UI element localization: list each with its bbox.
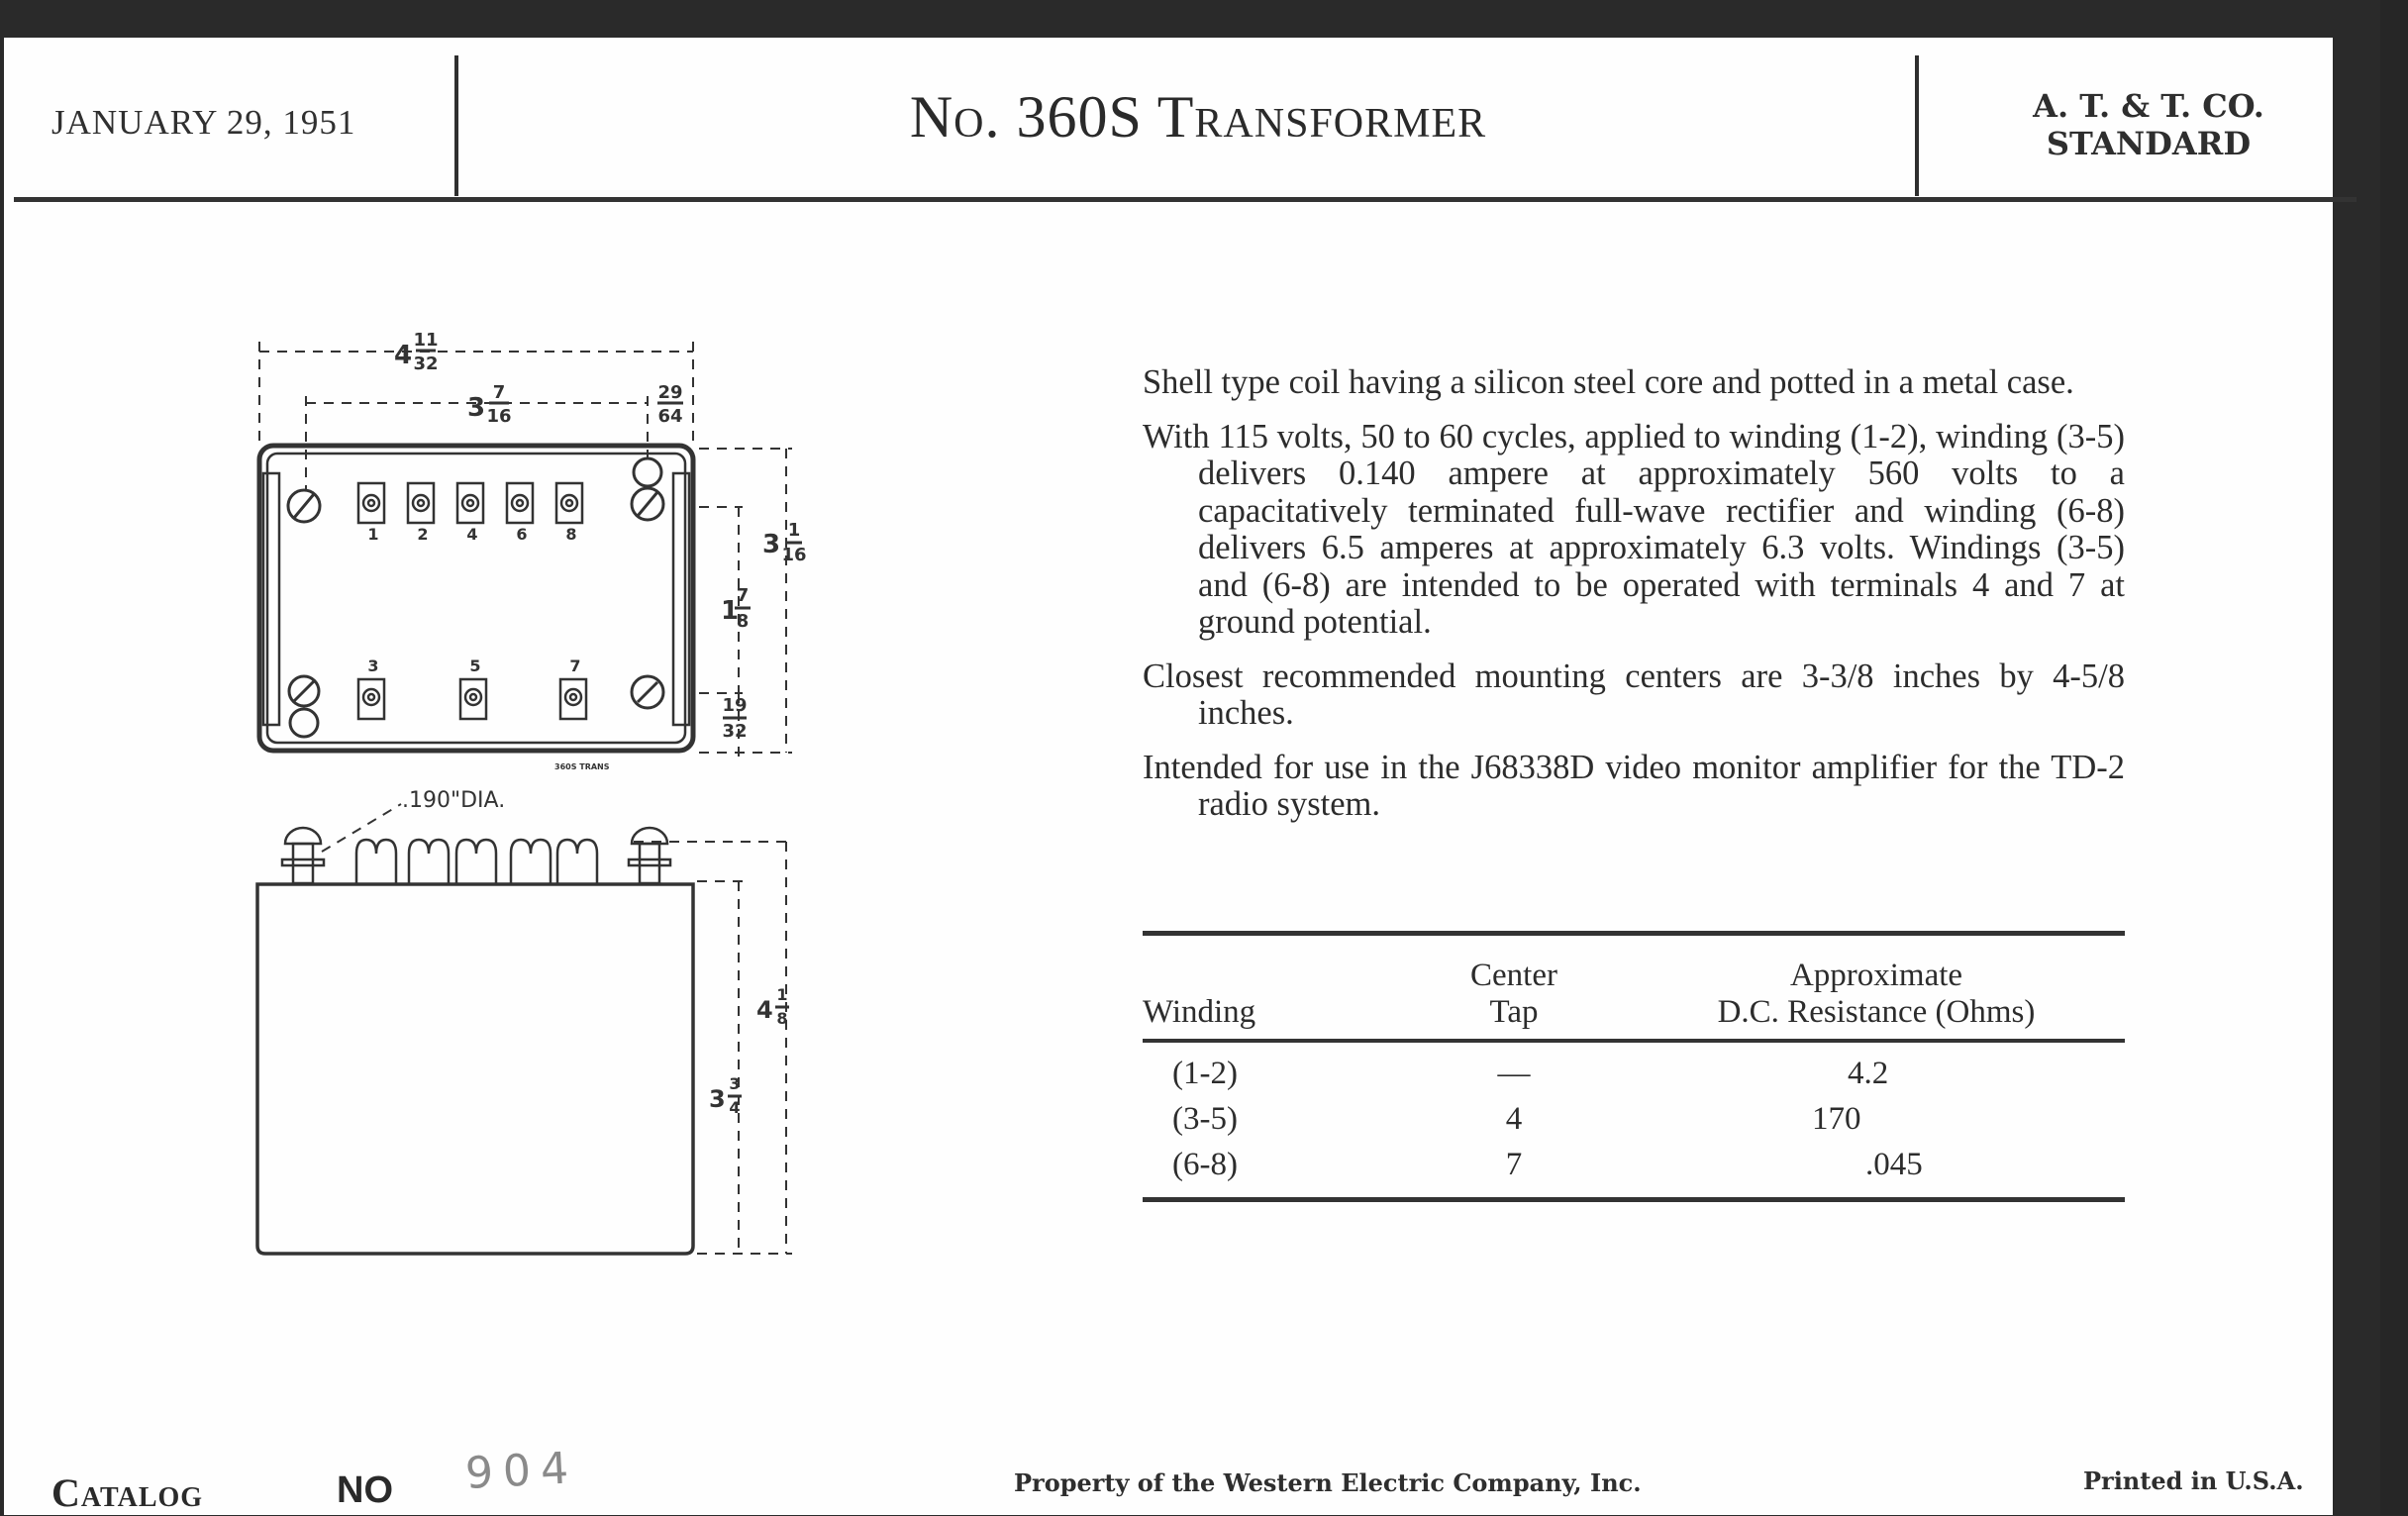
dim-case-height-num: 3 [729, 1074, 741, 1093]
terminal-label: 1 [367, 525, 379, 544]
catalog-no-label: NO [337, 1469, 393, 1511]
cell-resistance-value: .045 [1865, 1146, 1923, 1182]
cell-winding: (6-8) [1172, 1146, 1238, 1182]
dim-depth-num: 1 [787, 520, 801, 541]
dim-mount-width-num: 7 [492, 382, 506, 403]
dim-case-height-den: 4 [729, 1098, 741, 1117]
dim-mount-width-whole: 3 [467, 393, 486, 423]
header-center-tap-line1: Center [1470, 958, 1557, 993]
description-paragraph: Shell type coil having a silicon steel core and potted in a metal case. [1143, 363, 2074, 401]
table-body [1143, 1043, 2125, 1197]
dim-total-height-whole: 4 [756, 996, 773, 1024]
dim-mount-width-den: 16 [486, 406, 512, 427]
page-title: No. 360S Transformer [909, 84, 1487, 150]
document-date: JANUARY 29, 1951 [51, 103, 356, 142]
terminal-label: 4 [466, 525, 478, 544]
terminal-label: 5 [469, 657, 481, 675]
cell-resistance-value: 170 [1812, 1100, 1861, 1137]
header-center-tap [1400, 958, 1628, 1031]
standard-label [1951, 87, 2347, 162]
drawing-stamp: 360S TRANS [554, 762, 610, 771]
header-divider-right [1915, 55, 1919, 196]
cell-winding: (1-2) [1172, 1055, 1238, 1091]
cell-resistance-value: 4.2 [1848, 1055, 1889, 1091]
dim-case-height-whole: 3 [709, 1085, 726, 1113]
header-resistance [1628, 958, 2125, 1031]
catalog-label: Catalog [51, 1470, 204, 1515]
cell-center-tap: — [1497, 1055, 1531, 1091]
description-paragraph: Closest recommended mounting centers are 3-3/8 inches by 4-5/8 inches. [1143, 657, 2125, 732]
cell-center-tap: 7 [1505, 1146, 1523, 1182]
dim-total-height-num: 1 [776, 985, 788, 1004]
header-center-tap-line2: Tap [1489, 994, 1539, 1030]
table-row [1143, 1051, 2125, 1096]
dim-total-height-den: 8 [776, 1009, 788, 1028]
printed-notice: Printed in U.S.A. [2083, 1466, 2304, 1495]
stud-diameter-note: .190"DIA. [402, 788, 506, 813]
cell-resistance [1628, 1056, 2125, 1092]
table-header [1143, 936, 2125, 1039]
table-row [1143, 1096, 2125, 1142]
description-paragraph: Intended for use in the J68338D video monitor amplifier for the TD-2 radio system. [1143, 748, 2125, 823]
terminal-label: 2 [417, 525, 429, 544]
header-resistance-line2: D.C. Resistance (Ohms) [1717, 994, 2036, 1030]
scan-border [2380, 0, 2408, 1515]
dim-terminal-spacing-num: 7 [736, 585, 750, 606]
cell-winding: (3-5) [1172, 1100, 1238, 1137]
dim-overall-width-den: 32 [413, 354, 439, 374]
header-rule [14, 197, 2357, 202]
dim-terminal-spacing-den: 8 [736, 611, 750, 632]
cell-center-tap: 4 [1505, 1100, 1523, 1137]
dim-overall-width-num: 11 [413, 330, 439, 351]
cell-resistance [1628, 1147, 2125, 1183]
standard-line-2: STANDARD [2046, 125, 2252, 162]
winding-table [1143, 931, 2125, 1202]
property-notice: Property of the Western Electric Company, Inc. [1014, 1468, 1642, 1497]
dim-edge-offset-num: 29 [657, 382, 683, 403]
dim-edge-offset-den: 64 [657, 406, 683, 427]
terminal-label: 8 [565, 525, 577, 544]
standard-line-1: A. T. & T. CO. [2033, 87, 2264, 125]
terminal-label: 3 [367, 657, 379, 675]
header-winding: Winding [1143, 994, 1256, 1030]
dim-terminal-spacing-whole: 1 [721, 596, 740, 626]
description-paragraph: With 115 volts, 50 to 60 cycles, applied to winding (1-2), winding (3-5) delivers 0.140 ampere at approximately 560 volts to a capacitatively terminated full-wave rectifier and winding (6-8) delivers 6.5 amperes at approximately 6.3 volts. Windings (3-5) and (6-8) are intended to be operated with terminals 4 and 7 at ground potential. [1143, 417, 2125, 641]
dim-depth-den: 16 [781, 545, 807, 565]
table-row [1143, 1142, 2125, 1187]
catalog-number: 904 [463, 1443, 580, 1499]
dim-overall-width-whole: 4 [394, 341, 413, 370]
header-resistance-line1: Approximate [1789, 958, 1963, 993]
table-bottom-rule [1143, 1197, 2125, 1202]
dim-bottom-offset-den: 32 [722, 721, 748, 742]
header-divider-left [454, 55, 458, 196]
terminal-label: 7 [569, 657, 581, 675]
terminal-label: 6 [516, 525, 528, 544]
cell-resistance [1628, 1101, 2125, 1138]
dim-bottom-offset-num: 19 [722, 695, 748, 716]
dim-depth-whole: 3 [762, 530, 781, 559]
description [1143, 364, 2125, 841]
